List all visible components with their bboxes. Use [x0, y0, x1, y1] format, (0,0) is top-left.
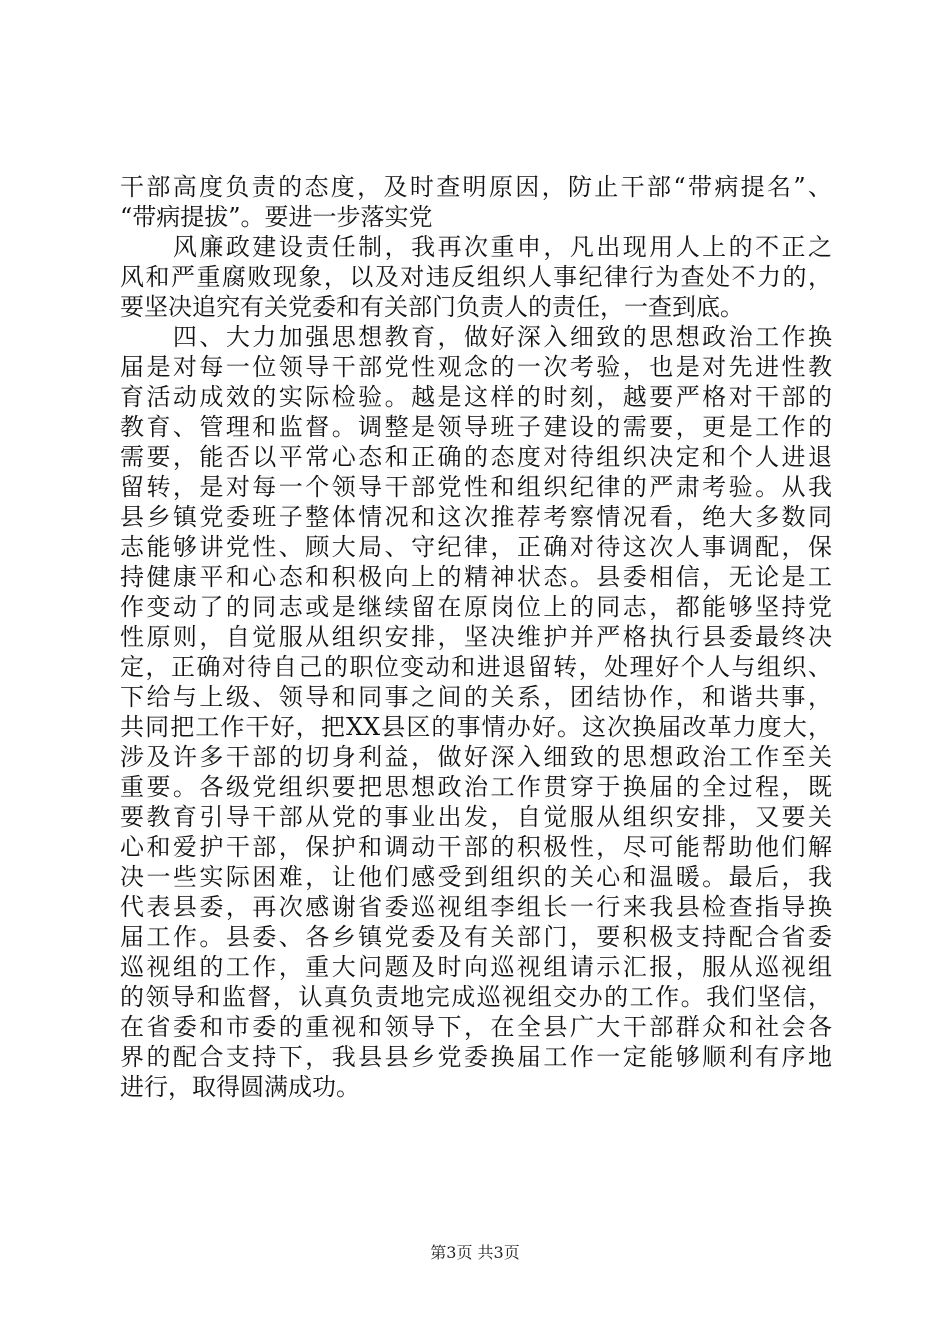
text-line: 作变动了的同志或是继续留在原岗位上的同志，都能够坚持党 [120, 593, 832, 621]
text-line: 在省委和市委的重视和领导下，在全县广大干部群众和社会各 [120, 1013, 832, 1041]
text-line: 心和爱护干部，保护和调动干部的积极性，尽可能帮助他们解 [120, 833, 832, 861]
text-line: “带病提拔”。要进一步落实党 [120, 203, 433, 231]
text-line: 届工作。县委、各乡镇党委及有关部门，要积极支持配合省委 [120, 923, 832, 951]
text-line: 代表县委，再次感谢省委巡视组李组长一行来我县检查指导换 [120, 893, 832, 921]
page-number-footer: 第3页 共3页 [430, 1243, 520, 1262]
text-line: 县乡镇党委班子整体情况和这次推荐考察情况看，绝大多数同 [120, 503, 832, 531]
text-line: 下给与上级、领导和同事之间的关系，团结协作，和谐共事， [120, 683, 832, 711]
body-text [120, 172, 832, 1102]
text-line: 进行，取得圆满成功。 [120, 1073, 360, 1101]
text-line: 界的配合支持下，我县县乡党委换届工作一定能够顺利有序地 [120, 1043, 832, 1071]
text-line: 风和严重腐败现象，以及对违反组织人事纪律行为查处不力的， [120, 263, 832, 291]
text-line: 要教育引导干部从党的事业出发，自觉服从组织安排，又要关 [120, 803, 832, 831]
text-line: 的领导和监督，认真负责地完成巡视组交办的工作。我们坚信， [120, 983, 832, 1011]
text-line: 共同把工作干好，把XX县区的事情办好。这次换届改革力度大， [120, 713, 832, 741]
text-line: 志能够讲党性、顾大局、守纪律，正确对待这次人事调配，保 [120, 533, 832, 561]
text-line: 定，正确对待自己的职位变动和进退留转，处理好个人与组织、 [120, 653, 832, 681]
text-line: 四、大力加强思想教育，做好深入细致的思想政治工作换 [120, 323, 832, 351]
text-line: 干部高度负责的态度，及时查明原因，防止干部“带病提名”、 [120, 173, 832, 201]
text-line: 留转，是对每一个领导干部党性和组织纪律的严肃考验。从我 [120, 473, 832, 501]
text-line: 需要，能否以平常心态和正确的态度对待组织决定和个人进退 [120, 443, 832, 471]
text-line: 涉及许多干部的切身利益，做好深入细致的思想政治工作至关 [120, 743, 832, 771]
text-line: 持健康平和心态和积极向上的精神状态。县委相信，无论是工 [120, 563, 832, 591]
text-line: 决一些实际困难，让他们感受到组织的关心和温暖。最后，我 [120, 863, 832, 891]
text-line: 育活动成效的实际检验。越是这样的时刻，越要严格对干部的 [120, 383, 832, 411]
text-line: 巡视组的工作，重大问题及时向巡视组请示汇报，服从巡视组 [120, 953, 832, 981]
text-line: 风廉政建设责任制，我再次重申，凡出现用人上的不正之 [120, 233, 832, 261]
text-line: 教育、管理和监督。调整是领导班子建设的需要，更是工作的 [120, 413, 832, 441]
text-line: 要坚决追究有关党委和有关部门负责人的责任，一查到底。 [120, 293, 744, 321]
text-line: 届是对每一位领导干部党性观念的一次考验，也是对先进性教 [120, 353, 832, 381]
text-line: 性原则，自觉服从组织安排，坚决维护并严格执行县委最终决 [120, 623, 832, 651]
text-line: 重要。各级党组织要把思想政治工作贯穿于换届的全过程，既 [120, 773, 832, 801]
